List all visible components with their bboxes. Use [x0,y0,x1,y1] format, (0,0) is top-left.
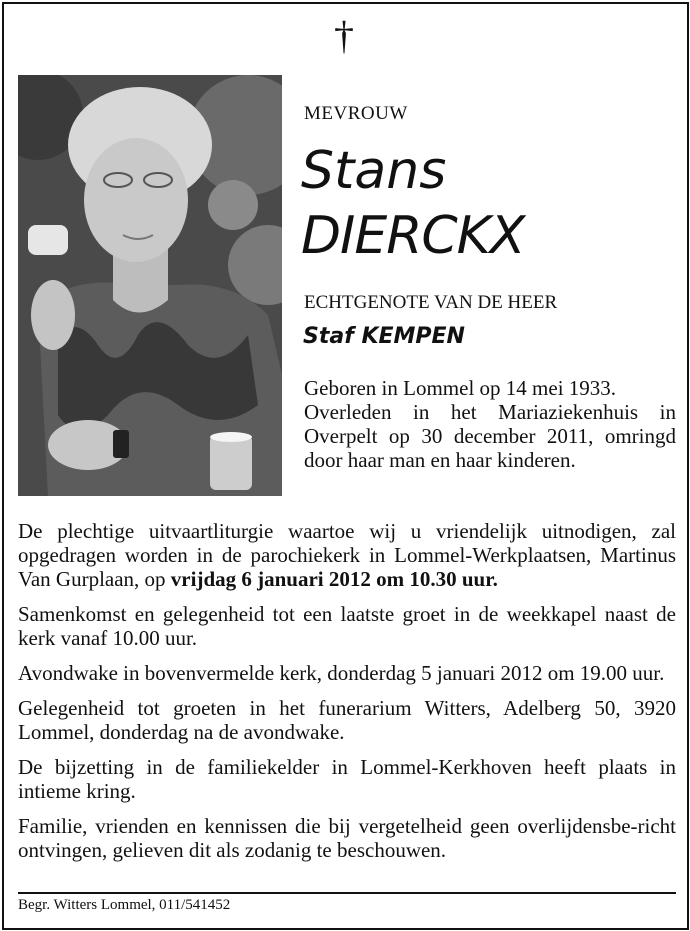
vigil-paragraph: Avondwake in bovenvermelde kerk, donderdag 5 januari 2012 om 19.00 uur. [18,661,665,685]
closing-paragraph: Familie, vrienden en kennissen die bij vergetelheid geen overlijdensbe-richt ontvingen, gelieven dit als zodanig te beschouwen. [18,814,676,862]
spouse-label: ECHTGENOTE VAN DE HEER [304,292,558,313]
deceased-last-name: DIERCKX [301,206,525,266]
viewing-paragraph: Gelegenheid tot groeten in het funerarium Witters, Adelberg 50, 3920 Lommel, donderdag na de avondwake. [18,696,676,744]
funeral-date: vrijdag 6 januari 2012 om 10.30 uur. [170,567,498,591]
footer-divider [18,892,676,894]
death-line: Overleden in het Mariaziekenhuis in Overpelt op 30 december 2011, omringd door haar man en haar kinderen. [304,400,676,472]
death-notice [2,2,689,930]
bio-block [304,376,676,472]
deceased-first-name: Stans [301,141,447,201]
gathering-paragraph: Samenkomst en gelegenheid tot een laatste groet in de weekkapel naast de kerk vanaf 10.00 uur. [18,602,676,650]
portrait-photo [18,75,282,496]
spouse-name: Staf KEMPEN [303,324,465,349]
birth-line: Geboren in Lommel op 14 mei 1933. [304,376,617,400]
honorific: MEVROUW [304,103,408,124]
burial-paragraph: De bijzetting in de familiekelder in Lommel-Kerkhoven heeft plaats in intieme kring. [18,755,676,803]
funeral-text: De plechtige uitvaartliturgie waartoe wij u vriendelijk uitnodigen, zal opgedragen worden in de parochiekerk in Lommel-Werkplaatsen, Martinus Van Gurplaan, op [18,519,676,591]
funeral-paragraph [18,519,676,591]
undertaker-credit: Begr. Witters Lommel, 011/541452 [18,897,231,913]
notice-body [18,519,676,873]
cross-icon: † [334,13,354,58]
